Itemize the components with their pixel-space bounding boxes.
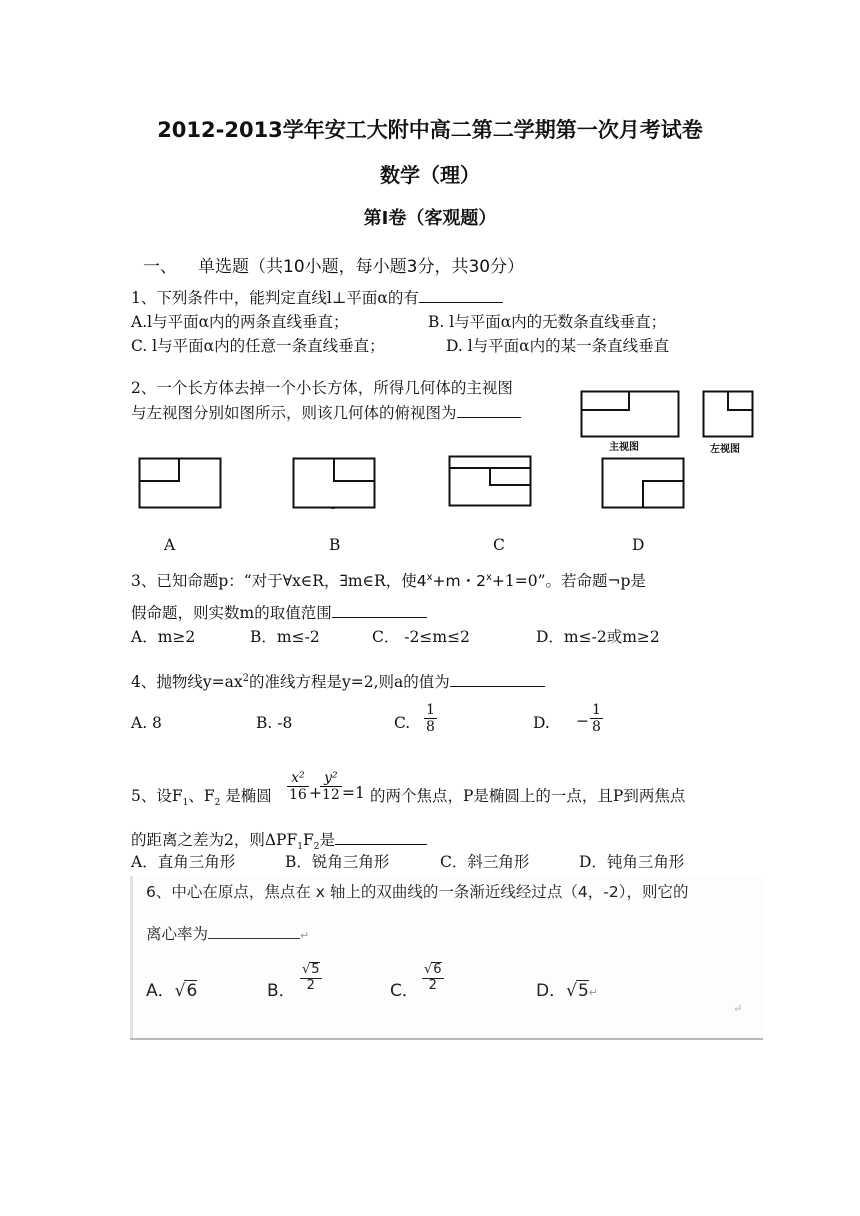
q5-option-d: D．钝角三角形 <box>579 853 685 871</box>
subject-title: 数学（理） <box>380 163 480 187</box>
q5-line2-suffix: 是 <box>319 831 335 849</box>
q5-answer-blank[interactable] <box>335 830 427 845</box>
front-view-figure <box>580 390 680 438</box>
q5-sub1: 1 <box>182 798 189 809</box>
q2-stem-line2-text: 与左视图分别如图所示，则该几何体的俯视图为 <box>131 404 457 422</box>
q4-option-d-label: D. <box>533 714 550 732</box>
q5-option-c: C．斜三角形 <box>440 853 530 871</box>
q4-option-d-sign: − <box>576 712 589 730</box>
q5-plus: + <box>309 784 322 802</box>
q5-stem-line2 <box>131 828 427 852</box>
q6-c-numerator <box>422 962 444 979</box>
q2-label-c: C <box>493 536 505 554</box>
q4-stem-suffix: 的准线方程是y=2,则a的值为 <box>248 673 450 691</box>
q6-b-radical: √ <box>302 962 311 977</box>
q2-label-b: B <box>329 536 341 554</box>
q4-answer-blank[interactable] <box>450 672 545 687</box>
q3-option-b: B．m≤-2 <box>250 628 320 646</box>
q5-mid: 是椭圆 <box>220 787 272 805</box>
q6-a-label: A． <box>146 981 175 1001</box>
q5-sep: 、F <box>188 787 215 805</box>
q5-sub2: 2 <box>214 798 221 809</box>
q1-stem <box>131 286 503 308</box>
q6-option-a <box>146 976 197 1001</box>
q4-option-b: B. -8 <box>256 714 293 732</box>
q5-option-b: B．锐角三角形 <box>285 853 390 871</box>
q4-c-denominator: 8 <box>426 719 435 736</box>
q6-b-denominator: 2 <box>306 977 315 993</box>
q6-return-mark-1: ↵ <box>300 929 310 942</box>
q2-option-a-figure <box>138 457 222 509</box>
q1-option-a: A.l与平面α内的两条直线垂直； <box>131 313 349 331</box>
q6-answer-blank[interactable] <box>208 924 300 939</box>
q5-line2-prefix: 的距离之差为2，则ΔPF <box>131 831 298 849</box>
q1-stem-text: 1、下列条件中，能判定直线l⊥平面α的有 <box>131 289 419 307</box>
q6-c-radical: √ <box>424 962 433 977</box>
q6-b-numerator <box>300 962 322 979</box>
q6-b-radicand: 5 <box>311 962 320 977</box>
volume-title: 第Ⅰ卷（客观题） <box>363 208 497 229</box>
q5-line2-sub1: 1 <box>297 842 303 853</box>
q2-label-a: A <box>164 536 176 554</box>
q5-line2-sub2: 2 <box>313 842 320 853</box>
q5-fraction-y <box>320 770 342 803</box>
q5-frac1-num: x² <box>287 770 309 787</box>
q5-prefix: 5、设F <box>131 787 183 805</box>
q4-option-d-fraction <box>590 702 603 735</box>
q3-expr-exp1: x <box>426 571 433 583</box>
q6-option-c-fraction <box>422 962 444 994</box>
q3-stem-line2 <box>131 601 427 623</box>
q6-option-c-label: C． <box>390 981 419 1001</box>
q3-stem-line2-text: 假命题，则实数m的取值范围 <box>131 604 332 622</box>
q3-stem-prefix: 3、已知命题p：“对于∀x∈R，∃m∈R，使 <box>131 572 417 590</box>
q6-image-edge <box>130 876 133 1038</box>
q2-stem-line2 <box>131 401 521 423</box>
q6-option-d <box>536 976 598 1001</box>
q5-stem-start <box>131 784 272 808</box>
q6-a-radicand: 6 <box>186 981 198 1001</box>
q1-option-b: B. l与平面α内的无数条直线垂直； <box>428 313 667 331</box>
q3-expr-4: 4 <box>416 572 427 590</box>
q3-expression <box>417 572 492 590</box>
q4-stem-prefix: 4、抛物线y=ax <box>131 673 243 691</box>
q2-label-d: D <box>632 536 645 554</box>
q5-line2-F: F <box>302 831 314 849</box>
q3-expr-end: +1=0”。若命题¬p是 <box>491 572 646 590</box>
q3-expr-mid: +m・2 <box>432 572 486 590</box>
q6-stem-line2-text: 离心率为 <box>146 925 209 943</box>
q6-return-mark-3: ↵ <box>733 1002 743 1015</box>
q2-stem-line1: 2、一个长方体去掉一个小长方体，所得几何体的主视图 <box>131 379 513 397</box>
left-view-caption: 左视图 <box>710 444 740 455</box>
q4-d-denominator: 8 <box>592 719 601 736</box>
section-heading: 单选题（共10小题，每小题3分，共30分） <box>198 257 525 277</box>
q5-equals: =1 <box>342 784 365 802</box>
q6-d-radical: √ <box>566 981 577 1001</box>
left-view-figure <box>702 390 754 438</box>
q6-d-radicand: 5 <box>577 981 589 1001</box>
q3-expr-exp2: x <box>485 571 492 583</box>
q3-option-a: A．m≥2 <box>131 628 196 646</box>
q6-stem-line2 <box>146 922 309 944</box>
exam-title: 2012-2013学年安工大附中高二第二学期第一次月考试卷 <box>157 118 703 142</box>
section-number: 一、 <box>143 257 177 277</box>
q6-c-denominator: 2 <box>428 977 437 993</box>
q4-d-numerator: 1 <box>592 702 601 718</box>
q2-option-c-figure <box>448 455 532 507</box>
q6-return-mark-2: ↵ <box>588 986 598 999</box>
q5-frac1-den: 16 <box>289 787 307 804</box>
q2-option-b-figure <box>292 457 376 509</box>
q1-option-d: D. l与平面α内的某一条直线垂直 <box>446 337 670 355</box>
q2-answer-blank[interactable] <box>457 403 521 418</box>
scan-mark <box>331 508 335 509</box>
front-view-caption: 主视图 <box>609 442 639 453</box>
q4-option-c-fraction <box>424 702 437 735</box>
q4-c-numerator: 1 <box>426 702 435 718</box>
q5-frac2-num: y² <box>320 770 342 787</box>
q6-a-radical: √ <box>174 981 186 1001</box>
q5-option-a: A．直角三角形 <box>131 853 236 871</box>
q3-stem-line1 <box>131 569 646 591</box>
q3-option-c: C． -2≤m≤2 <box>372 628 470 646</box>
q3-option-d: D．m≤-2或m≥2 <box>536 628 660 646</box>
q1-option-c: C. l与平面α内的任意一条直线垂直； <box>131 337 385 355</box>
q4-stem-sup: 2 <box>242 672 249 684</box>
q1-answer-blank[interactable] <box>419 288 503 303</box>
q2-option-d-figure <box>601 457 685 509</box>
q6-stem-line1: 6、中心在原点，焦点在 x 轴上的双曲线的一条渐近线经过点（4，-2），则它的 <box>146 883 689 901</box>
q6-d-label: D． <box>536 981 567 1001</box>
q6-option-b-fraction <box>300 962 322 994</box>
q4-option-a: A. 8 <box>131 714 162 732</box>
q6-option-b-label: B． <box>267 981 296 1001</box>
q5-fraction-x <box>287 770 309 803</box>
q6-c-radicand: 6 <box>433 962 442 977</box>
q5-frac2-den: 12 <box>322 787 340 804</box>
q4-stem <box>131 670 545 692</box>
q5-stem-suffix: 的两个焦点，P是椭圆上的一点，且P到两焦点 <box>370 787 686 805</box>
q3-answer-blank[interactable] <box>332 603 427 618</box>
q4-option-c-label: C. <box>394 714 411 732</box>
